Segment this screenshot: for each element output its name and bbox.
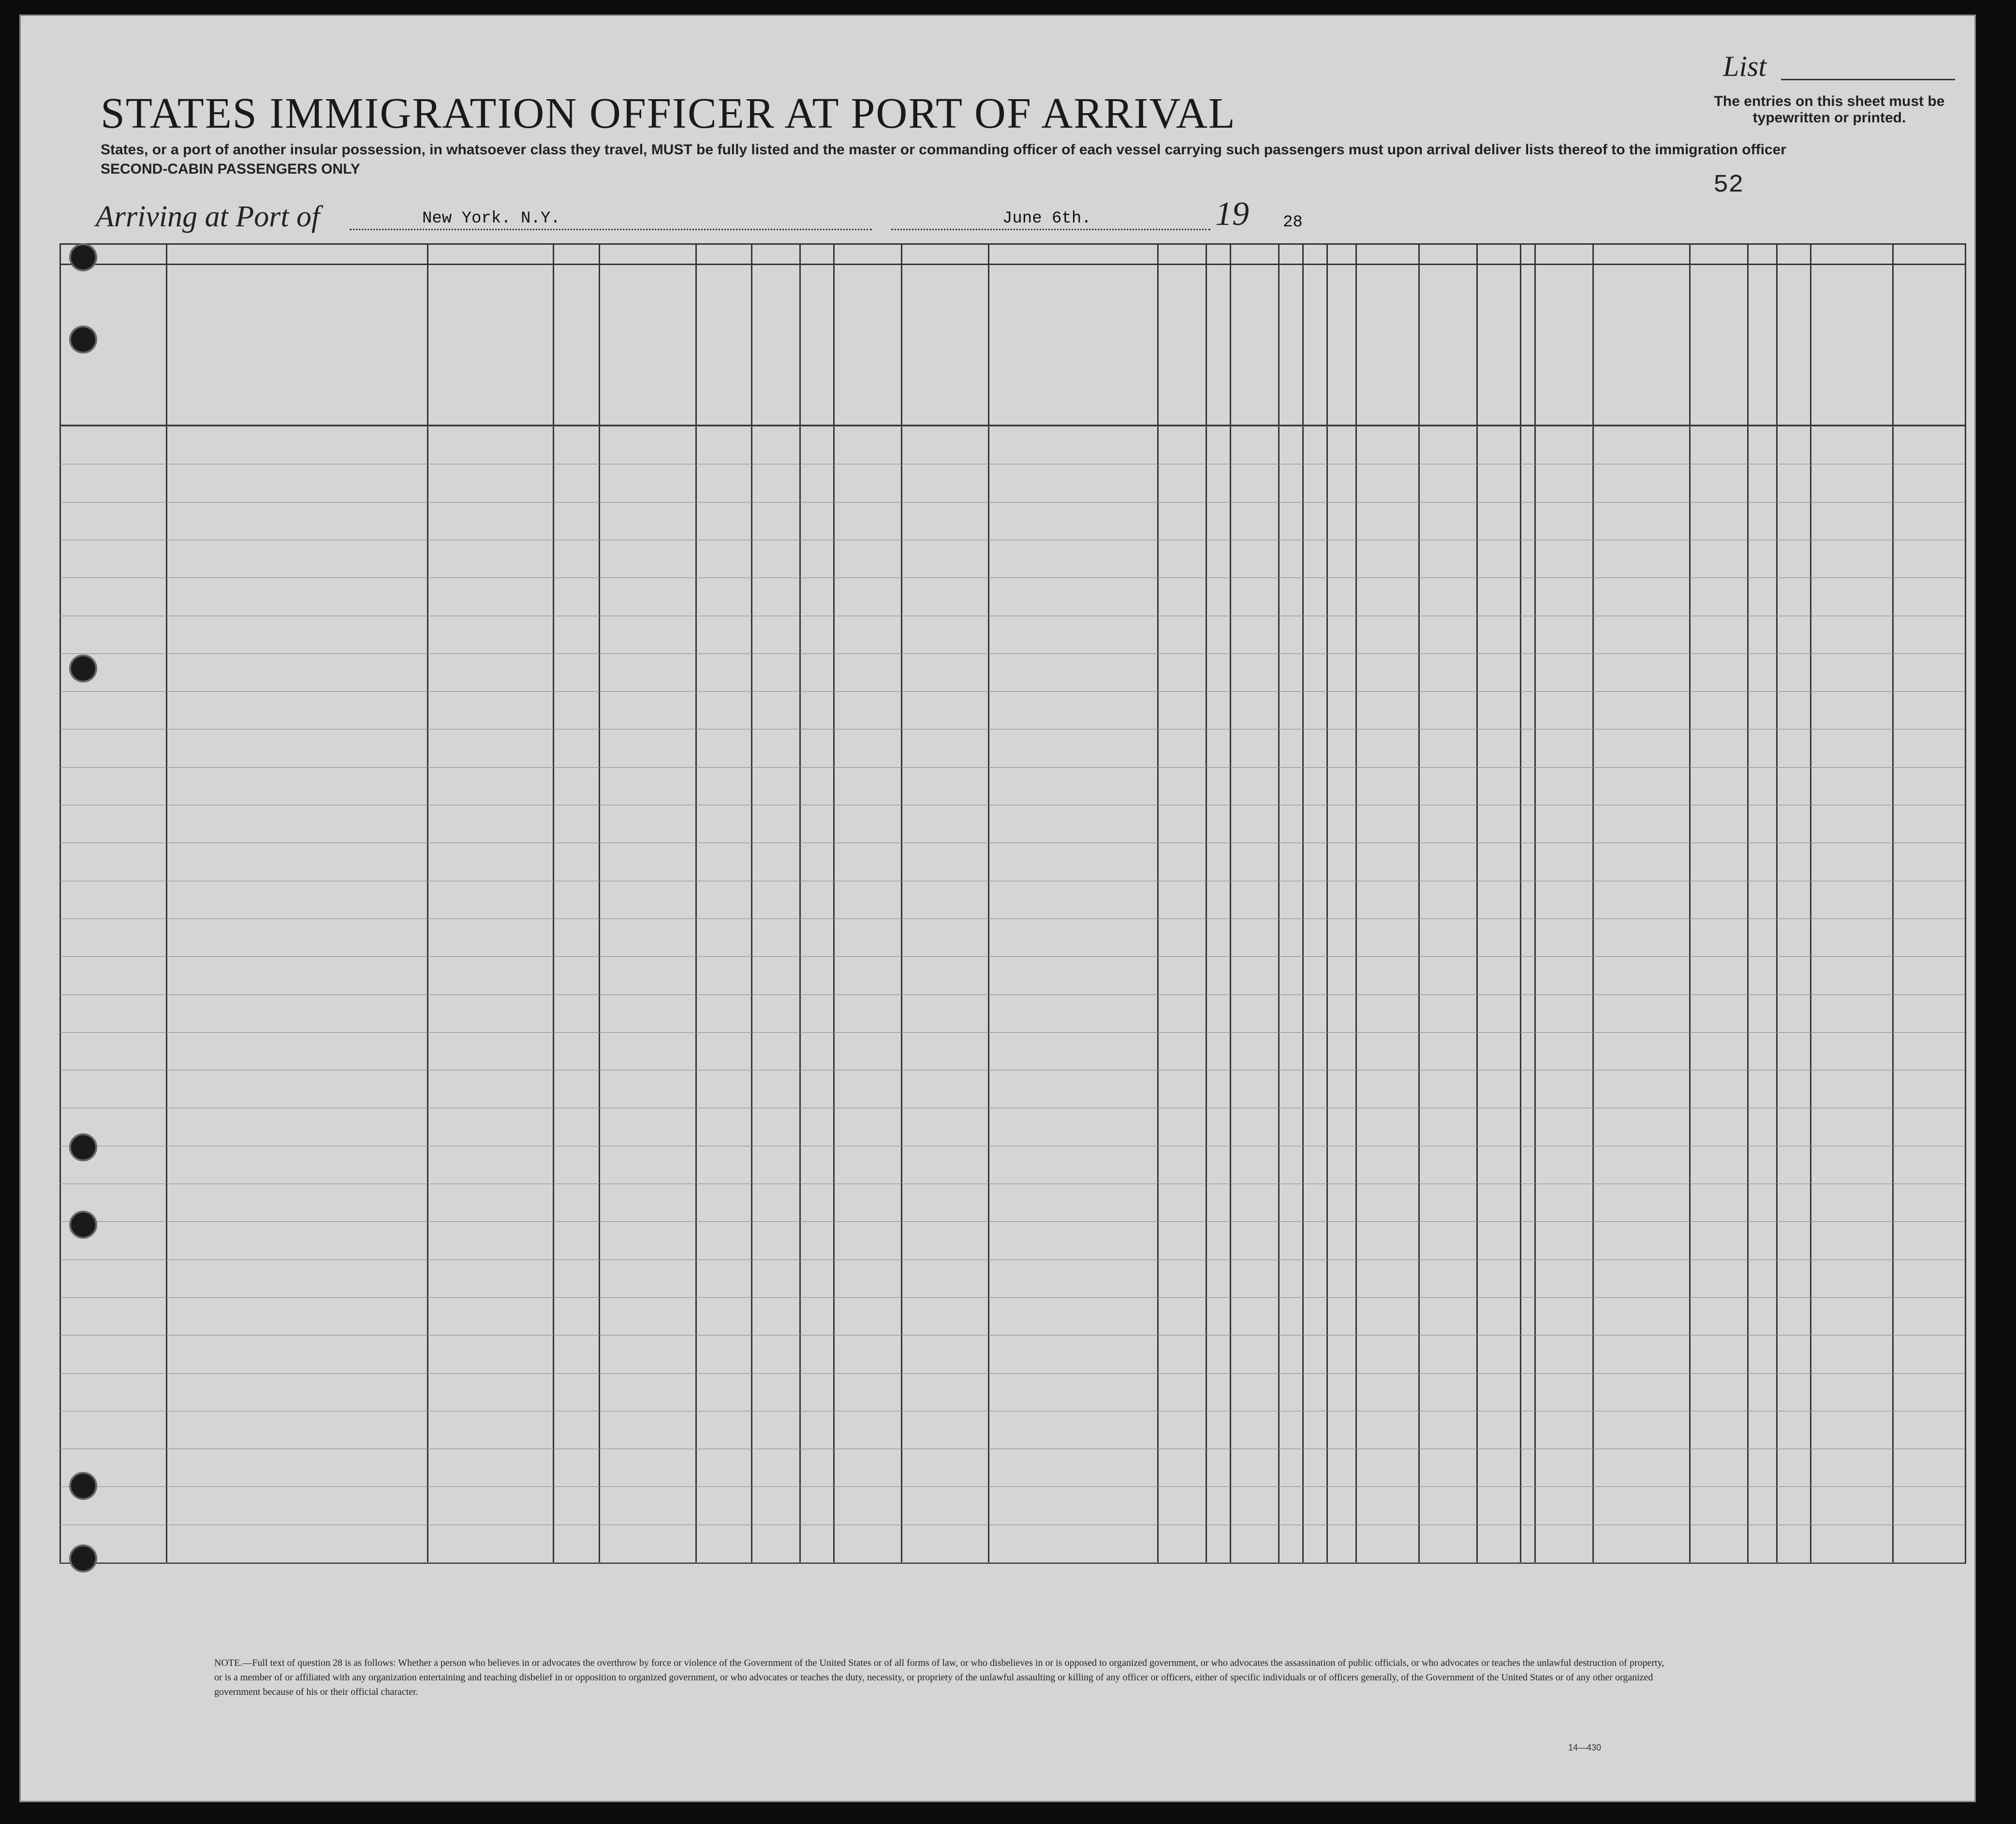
column-rule <box>1206 243 1207 1564</box>
column-rule <box>1965 243 1966 1564</box>
typewritten-notice: The entries on this sheet must be typewritten or printed. <box>1714 93 1945 126</box>
year-suffix: 28 <box>1283 213 1303 232</box>
row-rule <box>59 502 1965 503</box>
header-rule <box>59 243 1965 245</box>
manifest-table <box>40 243 1965 1564</box>
row-rule <box>59 1486 1965 1487</box>
column-rule <box>1157 243 1159 1564</box>
column-rule <box>1892 243 1894 1564</box>
row-rule <box>59 994 1965 995</box>
column-rule <box>833 243 835 1564</box>
column-rule <box>1689 243 1691 1564</box>
list-label: List <box>1723 50 1767 82</box>
manifest-sheet <box>19 15 1976 1802</box>
list-line <box>1781 79 1955 80</box>
date-value: June 6th. <box>1002 209 1091 228</box>
row-rule <box>59 956 1965 957</box>
column-rule <box>166 243 167 1564</box>
column-rule <box>695 243 697 1564</box>
list-number: 52 <box>1713 171 1744 199</box>
row-rule <box>59 1221 1965 1222</box>
page-title: STATES IMMIGRATION OFFICER AT PORT OF ARRIVAL <box>101 89 1236 137</box>
date-line <box>891 229 1210 230</box>
binder-hole <box>69 654 97 682</box>
row-rule <box>59 653 1965 654</box>
column-rule <box>59 243 61 1564</box>
column-rule <box>1476 243 1478 1564</box>
binder-hole <box>69 243 97 271</box>
column-rule <box>901 243 902 1564</box>
row-rule <box>59 1297 1965 1298</box>
instruction-text: States, or a port of another insular possession, in whatsoever class they travel, MUST be fully listed and the master or commanding officer of each vessel carrying such passengers must upon arrival deliver lists thereof to the immigration officer <box>101 142 1786 158</box>
binder-hole <box>69 326 97 354</box>
column-rule <box>1776 243 1778 1564</box>
row-rule <box>59 691 1965 692</box>
footnote: NOTE.—Full text of question 28 is as follows: Whether a person who believes in or advocates the overthrow by force or violence of the Government of the United States or of all forms of law, or who disbelieves in or is opposed to organized government, or who advocates the assassination of public officials, or who advocates or teaches the unlawful destruction of property, or is a member of or affiliated with any organization entertaining and teaching disbelief in or opposition to organized government, or who advocates or teaches the duty, necessity, or propriety of the unlawful assaulting or killing of any officer or officers, either of specific individuals or of officers generally, of the Government of the United States or of any other organized government because of his or their official character. <box>214 1658 1664 1697</box>
column-rule <box>751 243 752 1564</box>
column-rule <box>1810 243 1811 1564</box>
column-rule <box>1534 243 1536 1564</box>
row-rule <box>59 1562 1965 1563</box>
port-line <box>350 229 872 230</box>
row-rule <box>59 426 1965 427</box>
column-rule <box>1355 243 1357 1564</box>
row-rule <box>59 767 1965 768</box>
port-value: New York. N.Y. <box>422 209 560 228</box>
form-number: 14—430 <box>1568 1743 1602 1752</box>
column-rule <box>1747 243 1749 1564</box>
class-line: SECOND-CABIN PASSENGERS ONLY <box>101 161 360 177</box>
column-rule <box>799 243 801 1564</box>
column-rule <box>1592 243 1594 1564</box>
column-rule <box>1278 243 1280 1564</box>
column-rule <box>1230 243 1231 1564</box>
column-rule <box>553 243 554 1564</box>
column-rule <box>427 243 428 1564</box>
binder-hole <box>69 1472 97 1500</box>
binder-hole <box>69 1544 97 1572</box>
arriving-label: Arriving at Port of <box>96 200 320 233</box>
row-rule <box>59 1032 1965 1033</box>
column-rule <box>1326 243 1328 1564</box>
binder-hole <box>69 1133 97 1161</box>
column-rule <box>1520 243 1521 1564</box>
column-rule <box>599 243 600 1564</box>
column-rule <box>988 243 989 1564</box>
column-rule <box>1418 243 1420 1564</box>
header-rule <box>59 264 1965 265</box>
column-rule <box>1302 243 1304 1564</box>
row-rule <box>59 1373 1965 1374</box>
year-prefix: 19 <box>1215 195 1249 233</box>
binder-hole <box>69 1211 97 1239</box>
